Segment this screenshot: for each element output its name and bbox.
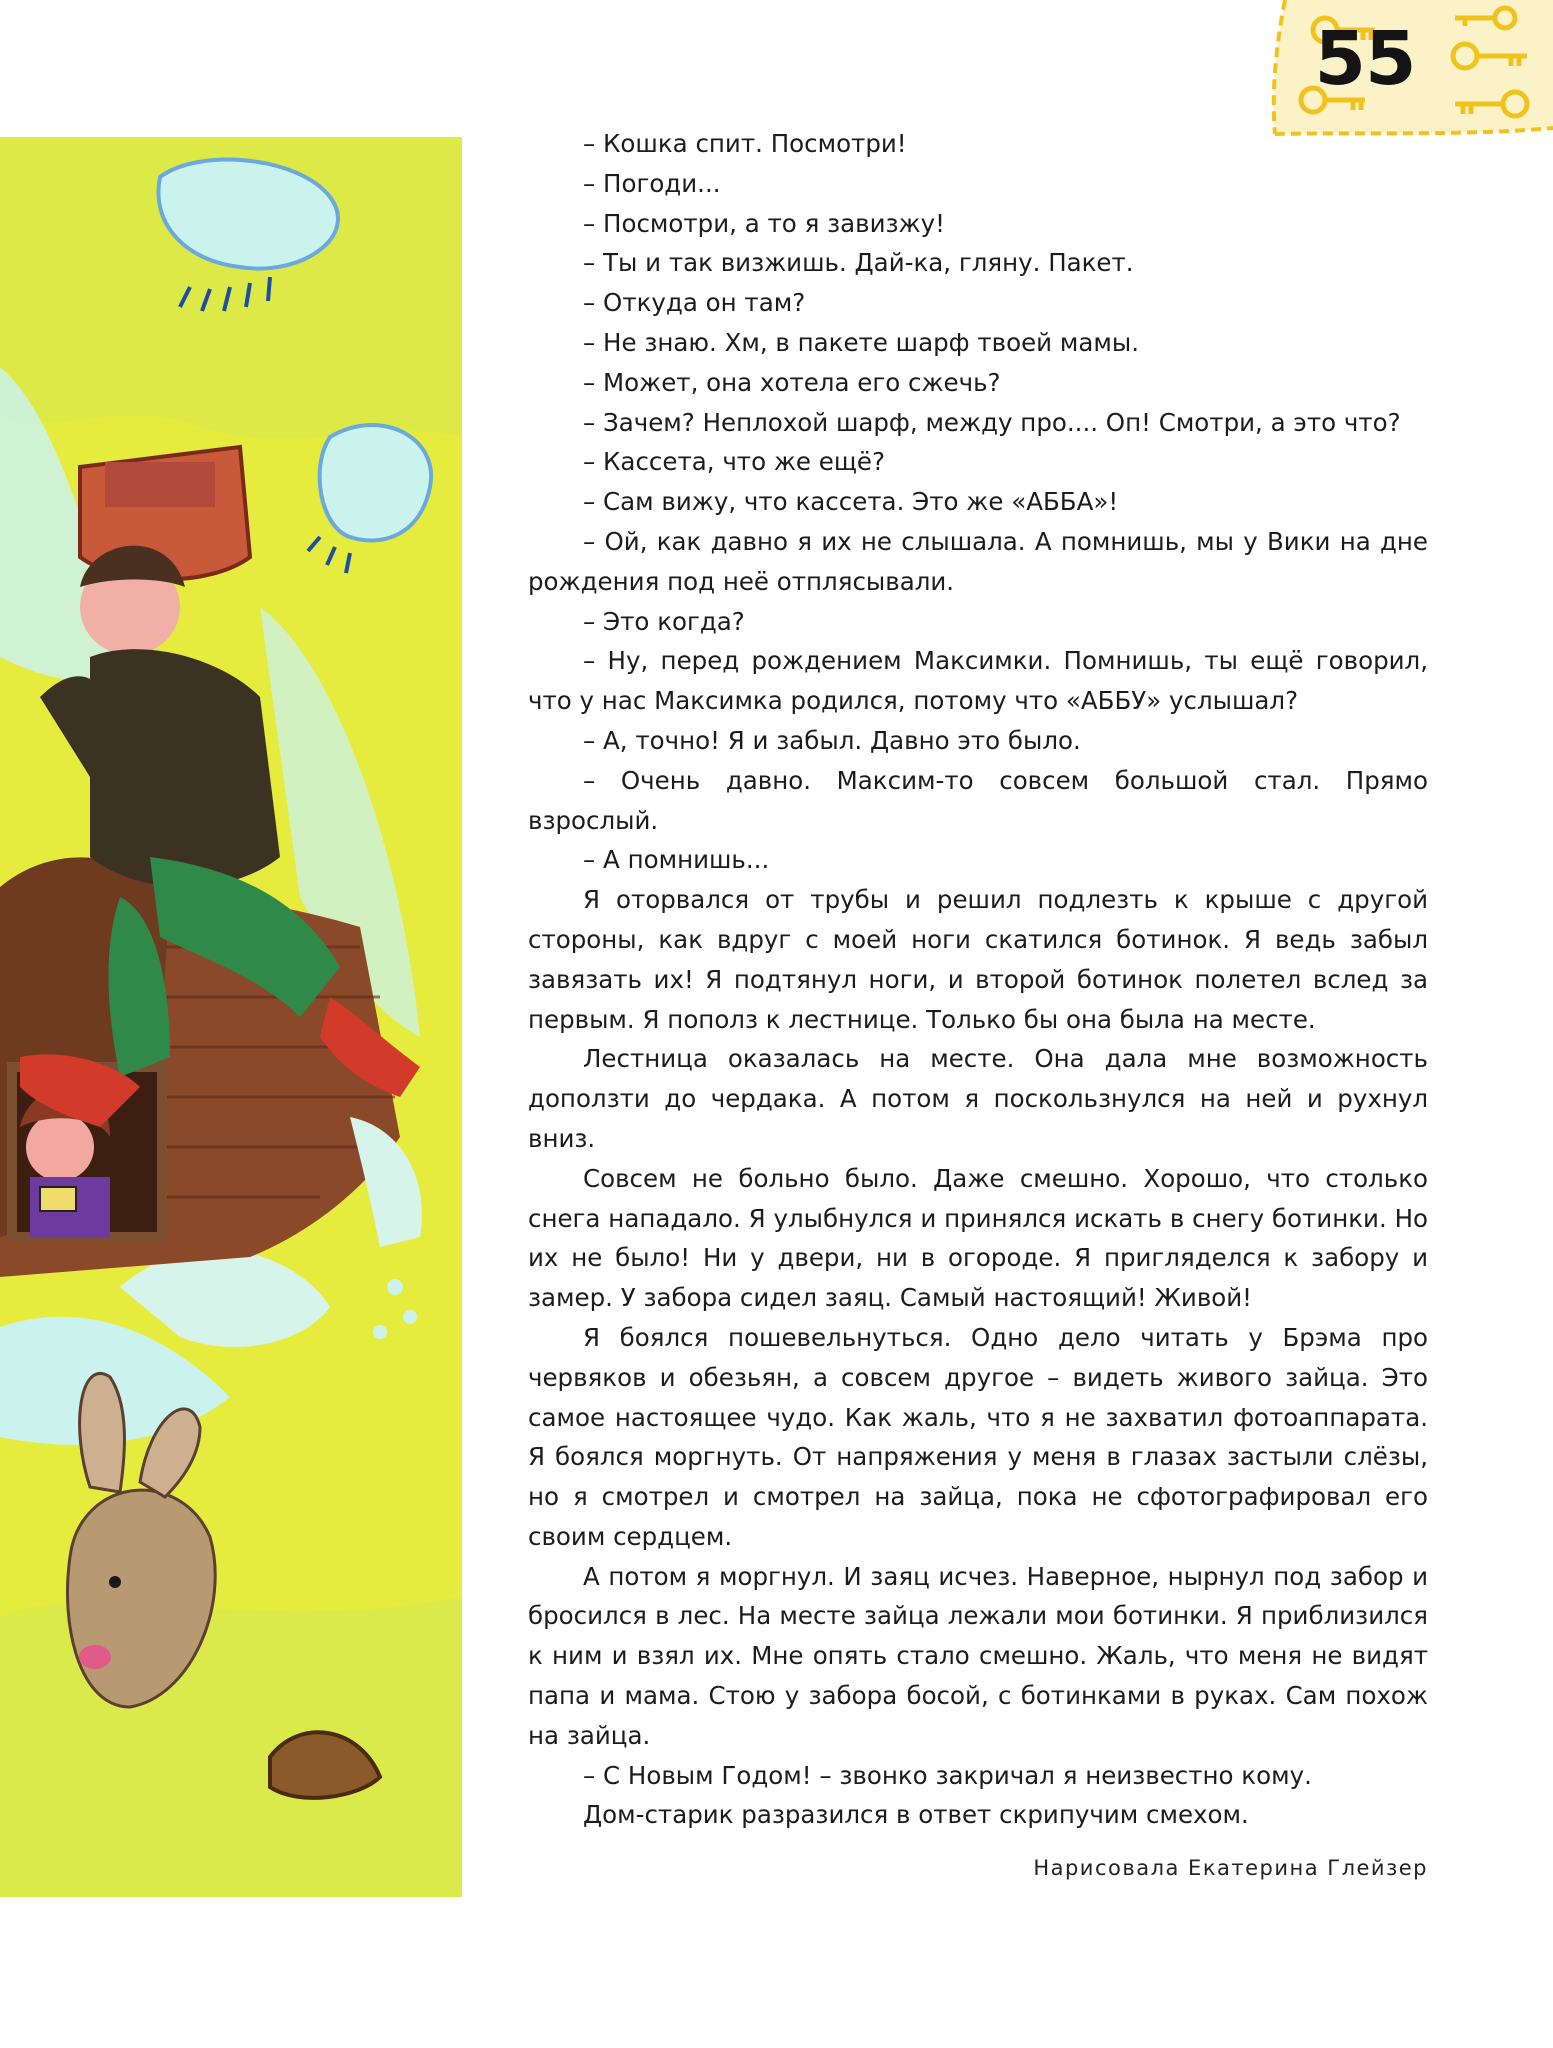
paragraph: – Это когда?: [583, 606, 745, 636]
paragraph: – Зачем? Неплохой шарф, между про.... Оп! Смотри, а это что?: [583, 407, 1401, 437]
paragraph: Совсем не больно было. Даже смешно. Хорошо, что столько снега нападало. Я улыбнулся и принялся искать в снегу ботинки. Но их не было! Ни у двери, ни в огороде. Я пригляделся к забору и замер. У забора сидел заяц. Самый настоящий! Живой!: [528, 1163, 1428, 1313]
paragraph: – А, точно! Я и забыл. Давно это было.: [583, 725, 1081, 755]
illustration: [0, 137, 462, 1897]
paragraph: – А помнишь...: [583, 845, 770, 875]
paragraph: Лестница оказалась на месте. Она дала мне возможность доползти до чердака. А потом я поскользнулся на ней и рухнул вниз.: [528, 1044, 1428, 1153]
story-text: [528, 124, 1428, 1835]
paragraph: – Погоди...: [583, 168, 721, 198]
paragraph: – Ну, перед рождением Максимки. Помнишь, ты ещё говорил, что у нас Максимка родился, потому что «АББУ» услышал?: [528, 646, 1428, 716]
illustrator-credit: Нарисовала Екатерина Глейзер: [1033, 1856, 1428, 1880]
paragraph: Я оторвался от трубы и решил подлезть к крыше с другой стороны, как вдруг с моей ноги скатился ботинок. Я ведь забыл завязать их! Я подтянул ноги, и второй ботинок полетел вслед за первым. Я пополз к лестнице. Только бы она была на месте.: [528, 885, 1428, 1034]
paragraph: – Откуда он там?: [583, 288, 806, 318]
paragraph: – Может, она хотела его сжечь?: [583, 367, 1001, 397]
paragraph: – Посмотри, а то я завизжу!: [583, 208, 945, 238]
paragraph: – Очень давно. Максим-то совсем большой стал. Прямо взрослый.: [528, 765, 1428, 835]
page-number: 55: [1314, 16, 1416, 102]
paragraph: – Кассета, что же ещё?: [583, 447, 886, 477]
paragraph: – Не знаю. Хм, в пакете шарф твоей мамы.: [583, 327, 1139, 357]
paragraph: – Ой, как давно я их не слышала. А помнишь, мы у Вики на дне рождения под неё отплясывали.: [528, 526, 1428, 596]
paragraph: Дом-старик разразился в ответ скрипучим смехом.: [583, 1800, 1249, 1830]
paragraph: Я боялся пошевельнуться. Одно дело читать у Брэма про червяков и обезьян, а совсем другое – видеть живого зайца. Это самое настоящее чудо. Как жаль, что я не захватил фотоаппарата. Я боялся моргнуть. От напряжения у меня в глазах застыли слёзы, но я смотрел и смотрел на зайца, пока не сфотографировал его своим сердцем.: [528, 1322, 1428, 1551]
paragraph: – С Новым Годом! – звонко закричал я неизвестно кому.: [583, 1760, 1312, 1790]
paragraph: – Ты и так визжишь. Дай-ка, гляну. Пакет.: [583, 248, 1134, 278]
paragraph: А потом я моргнул. И заяц исчез. Наверное, нырнул под забор и бросился в лес. На месте зайца лежали мои ботинки. Я приблизился к ним и взял их. Мне опять стало смешно. Жаль, что меня не видят папа и мама. Стою у забора босой, с ботинками в руках. Сам похож на зайца.: [528, 1561, 1428, 1750]
paragraph: – Кошка спит. Посмотри!: [583, 129, 907, 158]
paragraph: – Сам вижу, что кассета. Это же «АББА»!: [583, 487, 1119, 517]
